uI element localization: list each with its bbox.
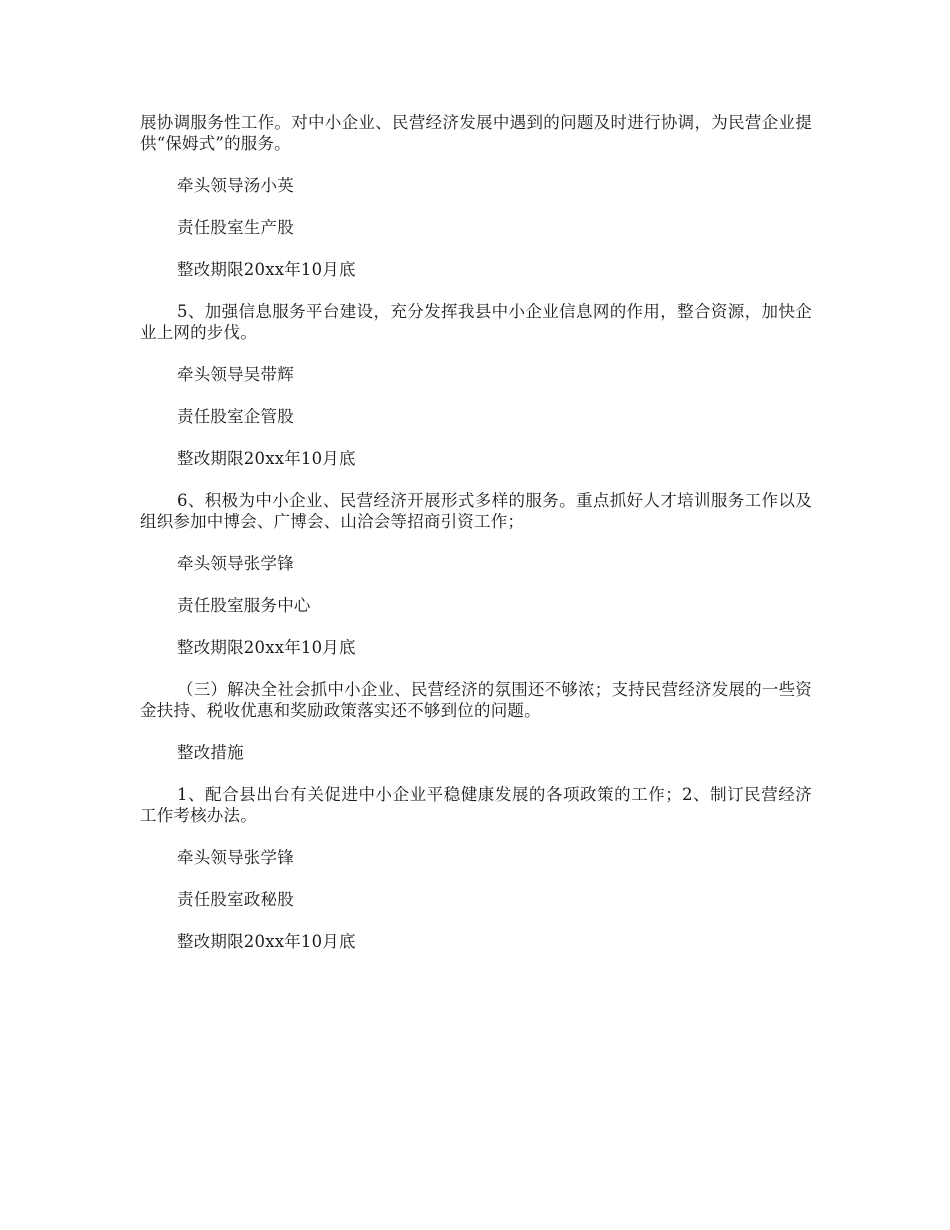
- item-5-paragraph: 5、加强信息服务平台建设，充分发挥我县中小企业信息网的作用，整合资源，加快企业上网的步伐。: [140, 302, 812, 342]
- lead-leader-line: 牵头领导吴带辉: [177, 365, 294, 384]
- deadline-line: 整改期限20xx年10月底: [177, 638, 356, 657]
- measures-paragraph: 1、配合县出台有关促进中小企业平稳健康发展的各项政策的工作；2、制订民营经济工作考核办法。: [140, 785, 812, 825]
- deadline-line: 整改期限20xx年10月底: [177, 260, 356, 279]
- responsible-dept-line: 责任股室生产股: [177, 218, 294, 237]
- paragraph-continuation: 展协调服务性工作。对中小企业、民营经济发展中遇到的问题及时进行协调，为民营企业提供“保姆式”的服务。: [140, 113, 812, 153]
- section-3-paragraph: （三）解决全社会抓中小企业、民营经济的氛围还不够浓；支持民营经济发展的一些资金扶持、税收优惠和奖励政策落实还不够到位的问题。: [140, 680, 812, 720]
- lead-leader-line: 牵头领导张学锋: [177, 554, 294, 573]
- measures-heading: 整改措施: [177, 743, 244, 762]
- item-6-paragraph: 6、积极为中小企业、民营经济开展形式多样的服务。重点抓好人才培训服务工作以及组织参加中博会、广博会、山洽会等招商引资工作；: [140, 491, 812, 531]
- lead-leader-line: 牵头领导汤小英: [177, 176, 294, 195]
- document-body: [140, 112, 812, 973]
- responsible-dept-line: 责任股室服务中心: [177, 596, 311, 615]
- responsible-dept-line: 责任股室政秘股: [177, 890, 294, 909]
- deadline-line: 整改期限20xx年10月底: [177, 449, 356, 468]
- responsible-dept-line: 责任股室企管股: [177, 407, 294, 426]
- lead-leader-line: 牵头领导张学锋: [177, 848, 294, 867]
- deadline-line: 整改期限20xx年10月底: [177, 932, 356, 951]
